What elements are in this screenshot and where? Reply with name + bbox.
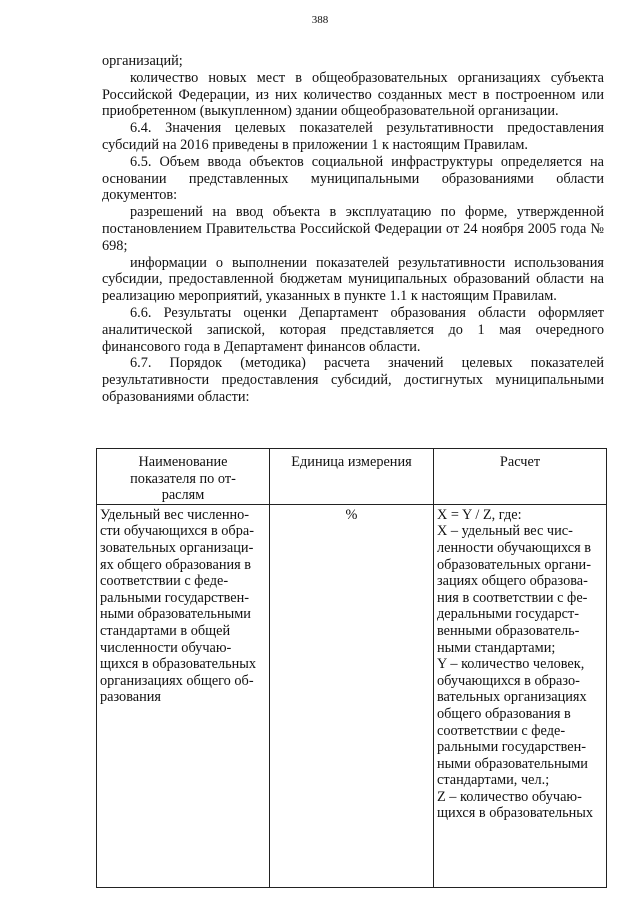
cell-line: X – удельный вес чис- [437,523,573,540]
cell-line: ными образовательными [100,606,251,623]
cell-line: ленности обучающихся в [437,539,591,556]
paragraph: 6.4. Значения целевых показателей результативности предоставления субсидий на 2016 приведены в приложении 1 к настоящим Правилам. [102,120,604,153]
indicator-table [96,448,607,888]
table-row [97,504,607,887]
paragraph: количество новых мест в общеобразовательных организациях субъекта Российской Федерации, из них количество созданных мест в построенном или приобретенном (выкупленном) здании общеобразовательной организации. [102,69,604,120]
header-calculation [434,449,607,505]
paragraph: 6.7. Порядок (методика) расчета значений целевых показателей результативности предоставления субсидий, достигнутых муниципальными образованиями области: [102,355,604,405]
cell-line: зовательных организаци- [100,539,254,556]
cell-indicator-name [97,504,270,887]
header-line: показателя по от- [130,470,236,487]
cell-line: % [345,506,358,523]
paragraph: информации о выполнении показателей результативности использования субсидии, предоставленной бюджетам муниципальных образований области на реализацию мероприятий, указанных в пункте 1.1 к настоящим Правилам. [102,254,604,305]
paragraph: 6.5. Объем ввода объектов социальной инфраструктуры определяется на основании представленных муниципальными образованиями области документов: [102,153,604,204]
cell-line: щихся в образовательных [437,805,594,822]
cell-line: деральными государст- [437,606,579,623]
cell-line: венными образователь- [437,622,580,639]
header-line: Наименование [138,454,228,470]
cell-line: Y – количество человек, [437,656,585,673]
cell-line: стандартами, чел.; [437,772,550,789]
cell-line: разования [100,689,161,706]
cell-line: вательных организациях [437,689,587,706]
paragraph: 6.6. Результаты оценки Департамент образования области оформляет аналитической запиской, которая представляется до 1 мая очередного финансового года в Департамент финансов области. [102,304,604,355]
cell-line: X = Y / Z, где: [437,506,522,523]
cell-line: ния в соответствии с фе- [437,589,588,606]
cell-line: соответствии с феде- [437,722,566,739]
cell-line: щихся в образовательных [100,656,257,673]
cell-line: соответствии с феде- [100,573,229,590]
cell-line: общего образования в [437,705,571,722]
paragraph: разрешений на ввод объекта в эксплуатацию по форме, утвержденной постановлением Правительства Российской Федерации от 24 ноября 2005 года № 698; [102,204,604,254]
cell-line: ными образовательными [437,755,588,772]
cell-line: организациях общего об- [100,672,254,689]
header-indicator-name [97,449,270,505]
cell-calculation [434,504,607,887]
cell-line: ными стандартами; [437,639,556,656]
cell-line: сти обучающихся в обра- [100,523,254,540]
cell-line: ральными государствен- [437,739,587,756]
document-body [102,53,604,406]
cell-line: ральными государствен- [100,589,250,606]
cell-line: зациях общего образова- [437,573,588,590]
header-line: Расчет [499,454,541,470]
cell-line: стандартами в общей [100,622,231,639]
cell-line: обучающихся в образо- [437,672,580,689]
cell-line: Z – количество обучаю- [437,788,582,805]
page-number: 388 [311,14,329,26]
paragraph: организаций; [102,53,183,69]
header-unit [270,449,434,505]
cell-unit [270,504,434,887]
header-line: Единица измерения [291,454,412,470]
cell-line: образовательных органи- [437,556,591,573]
cell-line: Удельный вес численно- [100,506,250,523]
cell-line: ях общего образования в [100,556,252,573]
header-line: раслям [161,487,205,504]
table-header-row [97,449,607,505]
cell-line: численности обучаю- [100,639,232,656]
